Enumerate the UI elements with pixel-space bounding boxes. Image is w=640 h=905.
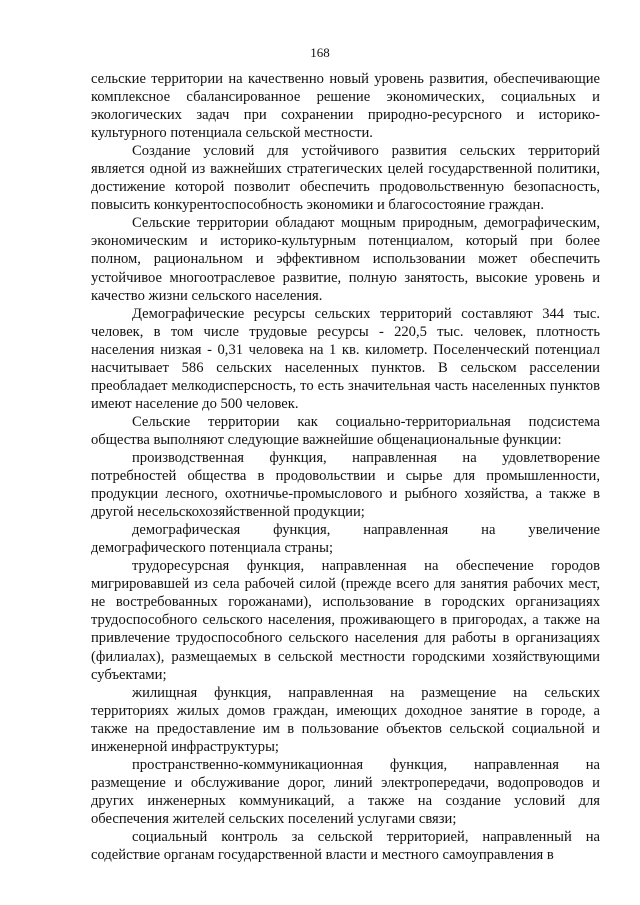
paragraph: Сельские территории обладают мощным природным, демографическим, экономическим и историко-культурным потенциалом, который при более полном, рациональном и эффективном использовании может обеспечить устойчивое многоотраслевое развитие, полную занятость, высокие уровень и качество жизни сельского населения. <box>91 215 600 304</box>
list-item-function: производственная функция, направленная на удовлетворение потребностей общества в продовольствии и сырье для промышленности, продукции лесного, охотничье-промыслового и рыбного хозяйства, а также в другой несельскохозяйственной продукции; <box>91 449 600 521</box>
list-item-function: социальный контроль за сельской территорией, направленный на содействие органам государственной власти и местного самоуправления в <box>91 828 600 864</box>
list-item-function: трудоресурсная функция, направленная на обеспечение городов мигрировавшей из села рабочей силой (прежде всего для занятия рабочих мест, не востребованных горожанами), использование в городских организациях трудоспособного сельского населения, проживающего в пригородах, а также на привлечение трудоспособного сельского населения для работы в организациях (филиалах), размещаемых в сельской местности городскими хозяйствующими субъектами; <box>91 558 600 683</box>
list-item-function: пространственно-коммуникационная функция, направленная на размещение и обслуживание дорог, линий электропередачи, водопроводов и других инженерных коммуникаций, а также на создание условий для обеспечения жителей сельских поселений услугами связи; <box>91 756 600 827</box>
paragraph: Сельские территории как социально-территориальная подсистема общества выполняют следующие важнейшие общенациональные функции: <box>91 413 600 448</box>
body-text <box>91 70 600 864</box>
paragraph: Демографические ресурсы сельских территорий составляют 344 тыс. человек, в том числе трудовые ресурсы - 220,5 тыс. человек, плотность населения низкая - 0,31 человека на 1 кв. километр. Поселенческий потенциал насчитывает 586 сельских населенных пунктов. В сельском расселении преобладает мелкодисперсность, то есть значительная часть населенных пунктов имеют население до 500 человек. <box>91 305 600 412</box>
paragraph-continuation: сельские территории на качественно новый уровень развития, обеспечивающие комплексное сбалансированное решение экономических, социальных и экологических задач при сохранении природно-ресурсного и историко-культурного потенциала сельской местности. <box>91 71 600 142</box>
list-item-function: жилищная функция, направленная на размещение на сельских территориях жилых домов граждан, имеющих доходное занятие в городе, а также на предоставление им в пользование объектов сельской социальной и инженерной инфраструктуры; <box>91 684 600 755</box>
page-number: 168 <box>310 45 330 60</box>
paragraph: Создание условий для устойчивого развития сельских территорий является одной из важнейших стратегических целей государственной политики, достижение которой позволит обеспечить продовольственную безопасность, повысить конкурентоспособность экономики и благосостояние граждан. <box>91 143 600 214</box>
list-item-function: демографическая функция, направленная на увеличение демографического потенциала страны; <box>91 522 600 557</box>
